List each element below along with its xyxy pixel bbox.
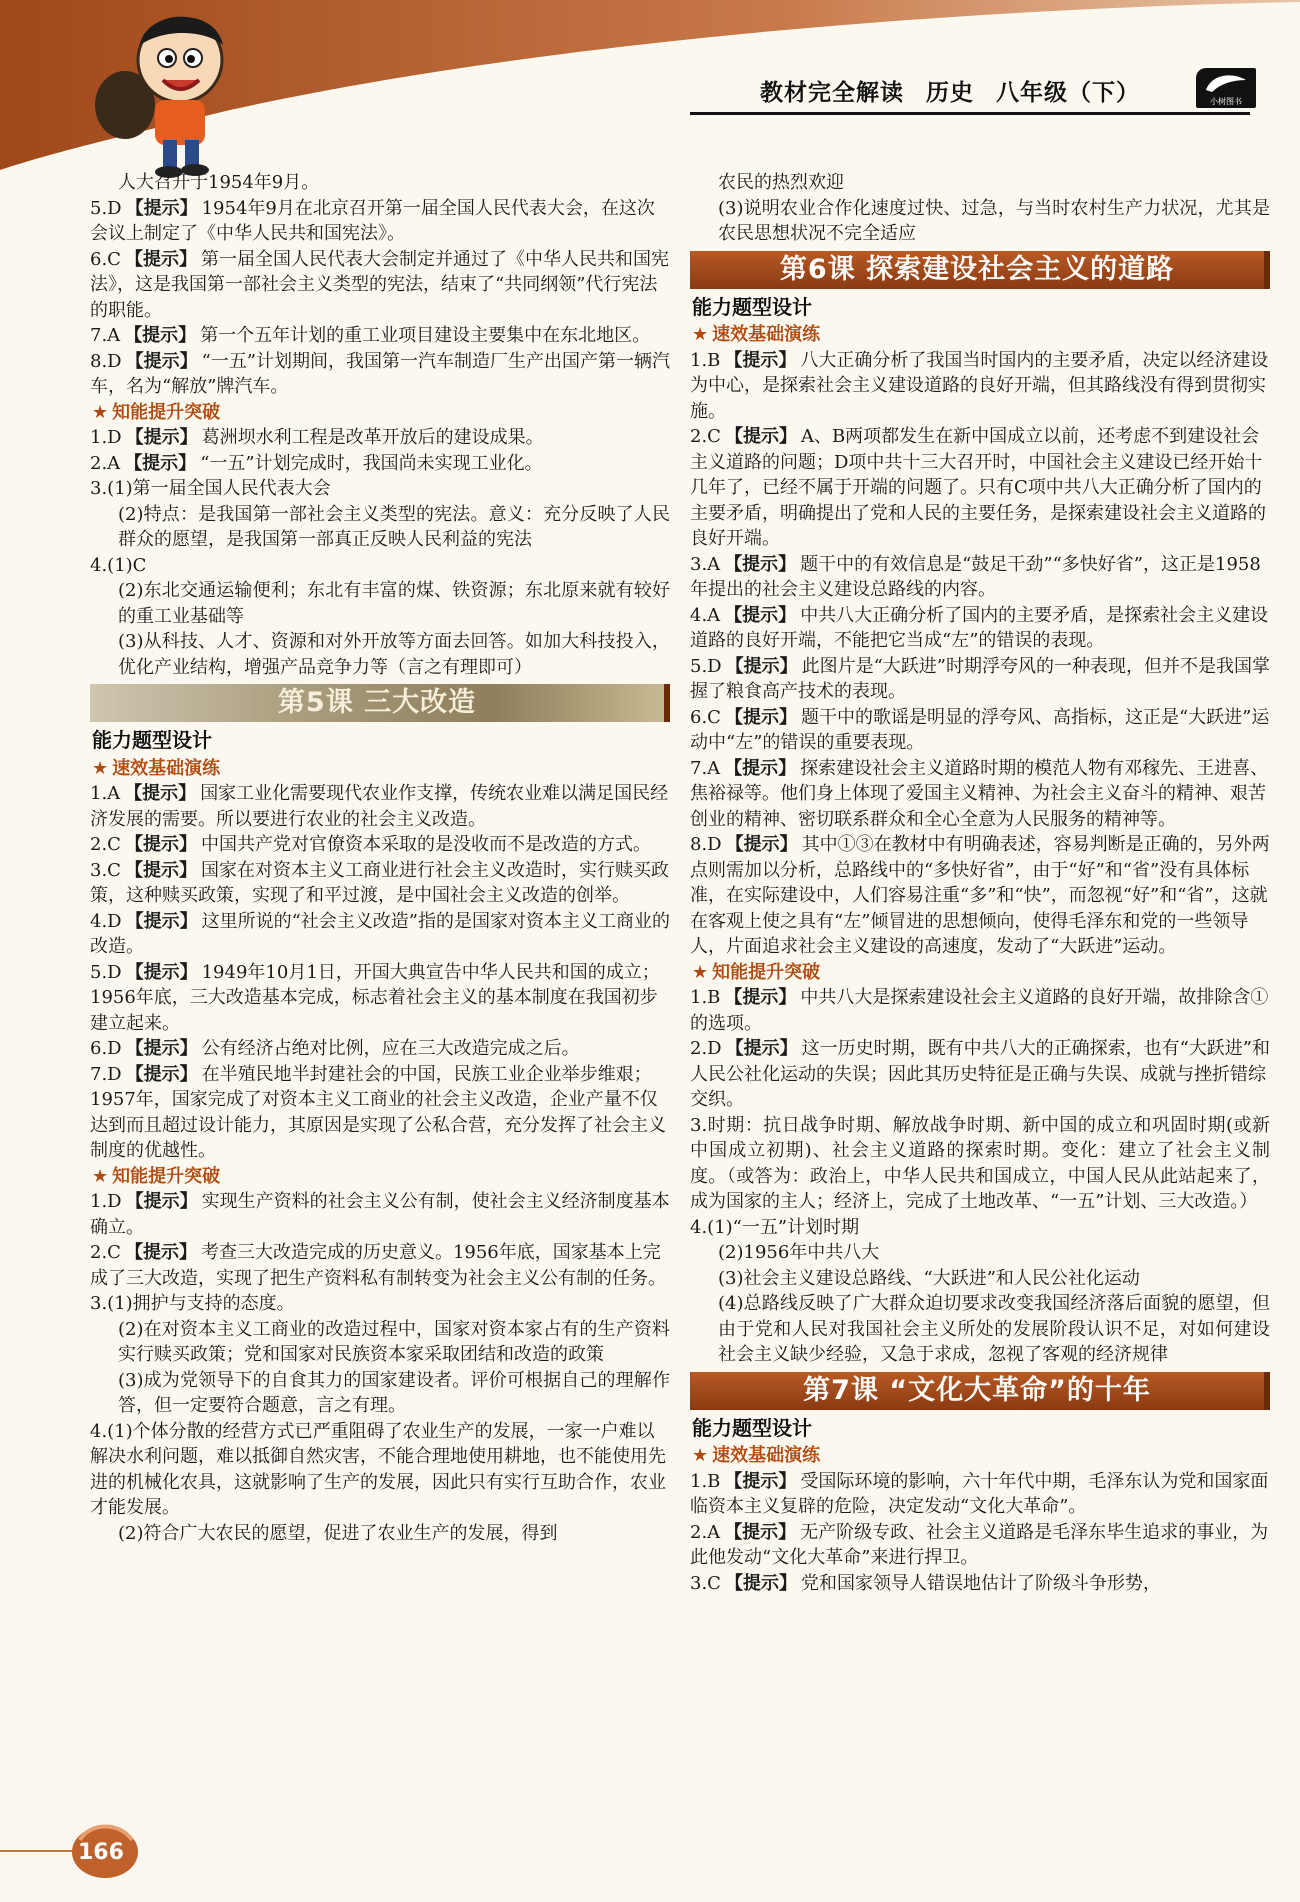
answer-number: 1.B (690, 987, 721, 1008)
leaf-icon (1202, 72, 1250, 96)
answer-list (90, 1189, 670, 1291)
section-title: 能力题型设计 (92, 728, 212, 752)
answer-item (690, 1469, 1270, 1520)
answer-number: 5.D (690, 655, 722, 677)
answer-text: 题干中的歌谣是明显的浮夸风、高指标，这正是“大跃进”运动中“左”的错误的重要表现。 (690, 706, 1270, 753)
hint-label: 【提示】 (124, 452, 197, 474)
answer-text: 其中①③在教材中有明确表述，容易判断是正确的，另外两点则需加以分析，总路线中的“多快好省”，由于“好”和“省”没有具体标准，在实际建设中，人们容易注重“多”和“快”，而忽视“好”和“省”，这就在客观上使之具有“左”倾冒进的思想倾向，使得毛泽东和党的一些领导人，片面追求社会主义建设的高速度，发动了“大跃进”运动。 (690, 834, 1270, 957)
answer-multi (90, 1291, 670, 1419)
answer-item (690, 1036, 1270, 1113)
answer-item (90, 909, 670, 960)
page-number: 166 (78, 1840, 124, 1865)
answer-multi (690, 1215, 1270, 1368)
answer-text: 党和国家领导人错误地估计了阶级斗争形势， (800, 1572, 1161, 1594)
answer-number: 2.A (690, 1521, 721, 1543)
subsection-title: ★ 速效基础演练 (692, 1445, 821, 1466)
answer-number: 2.C (690, 426, 721, 447)
hint-label: 【提示】 (724, 349, 797, 371)
answer-item (90, 1062, 670, 1164)
section-title: 能力题型设计 (692, 294, 812, 319)
answer-item (690, 1520, 1270, 1571)
hint-label: 【提示】 (724, 1572, 797, 1594)
answer-multi (90, 1419, 670, 1547)
answer-text: 1954年9月在北京召开第一届全国人民代表大会，在这次会议上制定了《中华人民共和国宪法》。 (90, 197, 655, 244)
subsection-title: ★ 速效基础演练 (692, 324, 821, 345)
answer-text: 国家工业化需要现代农业作支撑，传统农业难以满足国民经济发展的需要。所以要进行农业的社会主义改造。 (90, 783, 669, 830)
answer-number: 4.D (90, 910, 122, 932)
subsection-title: ★ 知能提升突破 (92, 1165, 221, 1187)
subsection-title: ★ 知能提升突破 (692, 961, 821, 983)
answer-text: “一五”计划期间，我国第一汽车制造厂生产出国产第一辆汽车，名为“解放”牌汽车。 (90, 350, 671, 397)
answer-text: 实现生产资料的社会主义公有制，使社会主义经济制度基本确立。 (90, 1191, 670, 1238)
hint-label: 【提示】 (125, 961, 198, 983)
answer-line: (3)社会主义建设总路线、“大跃进”和人民公社化运动 (718, 1267, 1140, 1289)
answer-text: 探索建设社会主义道路时期的模范人物有邓稼先、王进喜、焦裕禄等。他们身上体现了爱国主义精神、为社会主义奋斗的精神、艰苦创业的精神、密切联系群众和全心全意为人民服务的精神等。 (690, 757, 1269, 830)
answer-text: 八大正确分析了我国当时国内的主要矛盾，决定以经济建设为中心，是探索社会主义建设道路的良好开端，但其路线没有得到贯彻实施。 (690, 349, 1269, 422)
answer-line: (2)符合广大农民的愿望，促进了农业生产的发展，得到 (118, 1522, 558, 1544)
answer-list (690, 985, 1270, 1113)
answer-line: 4.(1)“一五”计划时期 (690, 1216, 860, 1238)
answer-number: 5.D (90, 961, 122, 983)
answer-line: (2)在对资本主义工商业的改造过程中，国家对资本家占有的生产资料实行赎买政策；党和国家对民族资本家采取团结和改造的政策 (118, 1318, 670, 1365)
answer-number: 3.C (90, 859, 121, 881)
hint-label: 【提示】 (725, 655, 798, 677)
answer-number: 8.D (690, 834, 722, 855)
hint-label: 【提示】 (124, 1242, 197, 1263)
answer-multi (90, 553, 670, 681)
answer-item (90, 451, 670, 477)
hint-label: 【提示】 (724, 706, 797, 728)
lesson-title: 第5课 三大改造 (90, 684, 670, 722)
book-title (760, 74, 1140, 107)
publisher-logo-text: 小树图书 (1210, 97, 1242, 106)
answer-number: 1.B (690, 349, 721, 371)
answer-item (690, 424, 1270, 552)
answer-line: (2)东北交通运输便利；东北有丰富的煤、铁资源；东北原来就有较好的重工业基础等 (118, 580, 670, 627)
answer-number: 2.C (90, 1242, 121, 1263)
hint-label: 【提示】 (125, 197, 198, 219)
answer-number: 6.C (690, 706, 721, 728)
hint-label: 【提示】 (124, 783, 197, 804)
answer-item (90, 425, 670, 451)
answer-number: 2.C (90, 834, 121, 855)
answer-item (690, 348, 1270, 425)
answer-text: 第一届全国人民代表大会制定并通过了《中华人民共和国宪法》，这是我国第一部社会主义类型的宪法，结束了“共同纲领”代行宪法的职能。 (90, 248, 669, 321)
answer-text: 考查三大改造完成的历史意义。1956年底，国家基本上完成了三大改造，实现了把生产资料私有制转变为社会主义公有制的任务。 (90, 1242, 666, 1289)
answer-number: 8.D (90, 350, 122, 372)
answer-text: 国家在对资本主义工商业进行社会主义改造时，实行赎买政策，这种赎买政策，实现了和平过渡，是中国社会主义改造的创举。 (90, 859, 669, 906)
star-icon: ★ (692, 961, 709, 983)
lesson-title: 第7课 “文化大革命”的十年 (690, 1372, 1270, 1410)
answer-text: 葛洲坝水利工程是改革开放后的建设成果。 (201, 427, 544, 448)
answer-text: A、B两项都发生在新中国成立以前，还考虑不到建设社会主义道路的问题；D项中共十三大召开时，中国社会主义建设已经开始十几年了，已经不属于开端的问题了。只有C项中共八大正确分析了国内的主要矛盾，明确提出了党和人民的主要任务，是探索建设社会主义道路的良好开端。 (690, 426, 1266, 549)
hint-label: 【提示】 (125, 910, 198, 932)
hint-label: 【提示】 (725, 834, 798, 855)
mascot-boy-icon (85, 0, 285, 180)
answer-item (690, 985, 1270, 1036)
answer-text: 无产阶级专政、社会主义道路是毛泽东毕生追求的事业，为此他发动“文化大革命”来进行捍卫。 (690, 1521, 1269, 1568)
answer-item (90, 781, 670, 832)
section-title: 能力题型设计 (692, 1415, 812, 1440)
answer-list (90, 196, 670, 400)
hint-label: 【提示】 (724, 553, 797, 575)
answer-number: 3.A (690, 553, 721, 575)
answer-item (690, 552, 1270, 603)
answer-multi (90, 476, 670, 553)
answer-text: 受国际环境的影响，六十年代中期，毛泽东认为党和国家面临资本主义复辟的危险，决定发动“文化大革命”。 (690, 1470, 1269, 1517)
answer-number: 1.D (90, 1191, 122, 1212)
hint-label: 【提示】 (724, 1521, 797, 1543)
answer-number: 1.D (90, 427, 122, 448)
answer-text: 题干中的有效信息是“鼓足干劲”“多快好省”，这正是1958年提出的社会主义建设总路线的内容。 (690, 553, 1261, 600)
answer-list (90, 781, 670, 1164)
hint-label: 【提示】 (125, 1191, 198, 1212)
answer-item (690, 603, 1270, 654)
answer-number: 2.D (690, 1038, 722, 1059)
answer-number: 5.D (90, 197, 122, 219)
answer-item (90, 247, 670, 324)
star-icon: ★ (692, 324, 709, 345)
hint-label: 【提示】 (124, 834, 197, 855)
left-intro: 人大召开于1954年9月。 (118, 172, 320, 193)
answer-number: 1.A (90, 783, 121, 804)
hint-label: 【提示】 (125, 1038, 198, 1059)
answer-number: 3.C (690, 1572, 721, 1594)
answer-number: 7.D (90, 1063, 122, 1085)
answer-text: “一五”计划完成时，我国尚未实现工业化。 (200, 452, 543, 474)
answer-text: 1949年10月1日，开国大典宣告中华人民共和国的成立；1956年底，三大改造基本完成，标志着社会主义的基本制度在我国初步建立起来。 (90, 961, 660, 1034)
right-intro-2: (3)说明农业合作化速度过快、过急，与当时农村生产力状况，尤其是农民思想状况不完全适应 (718, 197, 1270, 244)
hint-label: 【提示】 (125, 1063, 198, 1085)
hint-label: 【提示】 (125, 427, 198, 448)
hint-label: 【提示】 (724, 426, 797, 447)
answer-item (690, 756, 1270, 833)
answer-list (690, 348, 1270, 960)
answer-item (90, 349, 670, 400)
header-rule (690, 112, 1250, 115)
answer-item (90, 1189, 670, 1240)
answer-text: 第一个五年计划的重工业项目建设主要集中在东北地区。 (200, 325, 651, 346)
subsection-title: ★ 知能提升突破 (92, 401, 221, 423)
answer-list (90, 425, 670, 476)
answer-line: (2)特点：是我国第一部社会主义类型的宪法。意义：充分反映了人民群众的愿望，是我国第一部真正反映人民利益的宪法 (118, 503, 670, 550)
hint-label: 【提示】 (724, 987, 797, 1008)
answer-text: 中国共产党对官僚资本采取的是没收而不是改造的方式。 (200, 834, 651, 855)
book-series: 教材完全解读 (760, 80, 904, 106)
star-icon: ★ (692, 1445, 709, 1466)
answer-item (90, 1036, 670, 1062)
book-subject: 历史 (926, 80, 974, 106)
answer-list (690, 1469, 1270, 1597)
hint-label: 【提示】 (725, 1038, 798, 1059)
hint-label: 【提示】 (124, 248, 197, 270)
answer-item (90, 196, 670, 247)
answer-item (90, 323, 670, 349)
answer-number: 1.B (690, 1470, 721, 1492)
answer-item (690, 654, 1270, 705)
right-column (690, 170, 1270, 1596)
subsection-title: ★ 速效基础演练 (92, 757, 221, 779)
answer-item (90, 960, 670, 1037)
right-intro: 农民的热烈欢迎 (718, 172, 844, 193)
answer-line: 3.(1)拥护与支持的态度。 (90, 1293, 295, 1314)
answer-text: 中共八大是探索建设社会主义道路的良好开端，故排除含①的选项。 (690, 987, 1269, 1034)
answer-line: 4.(1)个体分散的经营方式已严重阻碍了农业生产的发展，一家一户难以解决水利问题，难以抵御自然灾害，不能合理地使用耕地，也不能使用先进的机械化农具，这就影响了生产的发展，因此只有实行互助合作，农业才能发展。 (90, 1420, 666, 1518)
answer-number: 7.A (690, 757, 721, 779)
answer-line: 3.(1)第一届全国人民代表大会 (90, 478, 331, 499)
answer-number: 7.A (90, 325, 121, 346)
star-icon: ★ (92, 1165, 109, 1187)
hint-label: 【提示】 (724, 1470, 797, 1492)
answer-item (690, 832, 1270, 960)
answer-line: (3)从科技、人才、资源和对外开放等方面去回答。如加大科技投入，优化产业结构，增强产品竞争力等（言之有理即可） (118, 631, 670, 678)
answer-line: (2)1956年中共八大 (718, 1242, 880, 1263)
publisher-logo (1196, 68, 1256, 108)
answer-number: 4.A (690, 604, 721, 626)
hint-label: 【提示】 (724, 604, 797, 626)
answer-text: 这里所说的“社会主义改造”指的是国家对资本主义工商业的改造。 (90, 910, 671, 957)
answer-text: 公有经济占绝对比例，应在三大改造完成之后。 (201, 1038, 580, 1059)
star-icon: ★ (92, 401, 109, 423)
answer-line: 4.(1)C (90, 554, 147, 576)
answer-text: 在半殖民地半封建社会的中国，民族工业企业举步维艰；1957年，国家完成了对资本主义工商业的社会主义改造，企业产量不仅达到而且超过设计能力，其原因是实现了公私合营，充分发挥了社会主义制度的优越性。 (90, 1063, 666, 1161)
answer-item (90, 1240, 670, 1291)
answer-line: (3)成为党领导下的自食其力的国家建设者。评价可根据自己的理解作答，但一定要符合题意，言之有理。 (118, 1369, 670, 1416)
answer-line: (4)总路线反映了广大群众迫切要求改变我国经济落后面貌的愿望，但由于党和人民对我国社会主义所处的发展阶段认识不足，对如何建设社会主义缺少经验，又急于求成，忽视了客观的经济规律 (718, 1293, 1270, 1365)
answer-number: 6.D (90, 1038, 122, 1059)
answer-number: 6.C (90, 248, 121, 270)
answer-text: 这一历史时期，既有中共八大的正确探索，也有“大跃进”和人民公社化运动的失误；因此其历史特征是正确与失误、成就与挫折错综交织。 (690, 1038, 1271, 1110)
book-grade: 八年级（下） (996, 80, 1140, 106)
lesson-title: 第6课 探索建设社会主义的道路 (690, 251, 1270, 289)
hint-label: 【提示】 (724, 757, 797, 779)
answer-item (690, 705, 1270, 756)
answer-item (90, 832, 670, 858)
answer-number: 2.A (90, 452, 121, 474)
answer-item (690, 1571, 1270, 1597)
answer-text: 3.时期：抗日战争时期、解放战争时期、新中国的成立和巩固时期(或新中国成立初期)、社会主义道路的探索时期。变化：建立了社会主义制度。（或答为：政治上，中华人民共和国成立，中国人民从此站起来了，成为国家的主人；经济上，完成了土地改革、“一五”计划、三大改造。） (690, 1114, 1270, 1212)
star-icon: ★ (92, 757, 109, 779)
left-column (90, 170, 670, 1546)
answer-item (90, 858, 670, 909)
hint-label: 【提示】 (124, 859, 197, 881)
hint-label: 【提示】 (125, 350, 198, 372)
answer-text: 此图片是“大跃进”时期浮夸风的一种表现，但并不是我国掌握了粮食高产技术的表现。 (690, 655, 1271, 702)
hint-label: 【提示】 (124, 325, 197, 346)
answer-text: 中共八大正确分析了国内的主要矛盾，是探索社会主义建设道路的良好开端，不能把它当成“左”的错误的表现。 (690, 604, 1269, 651)
